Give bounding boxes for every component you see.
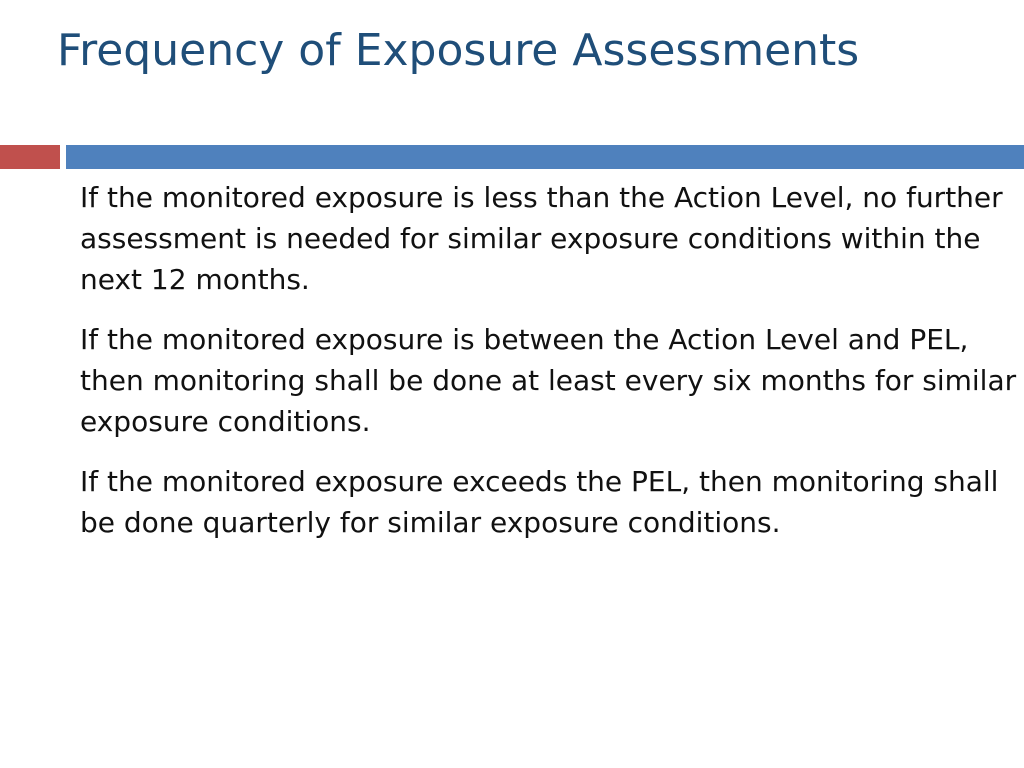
slide-title: Frequency of Exposure Assessments [57, 25, 860, 76]
accent-bar-blue [66, 145, 1024, 169]
paragraph-between-levels: If the monitored exposure is between the Action Level and PEL, then monitoring shall be done at least every six months for similar exposure conditions. [80, 323, 1017, 438]
accent-bar-red [0, 145, 60, 169]
paragraph-exceeds-pel: If the monitored exposure exceeds the PEL, then monitoring shall be done quarterly for similar exposure conditions. [80, 465, 999, 539]
paragraph-action-level: If the monitored exposure is less than the Action Level, no further assessment is needed for similar exposure conditions within the next 12 months. [80, 181, 1003, 296]
slide-body [80, 177, 1020, 562]
